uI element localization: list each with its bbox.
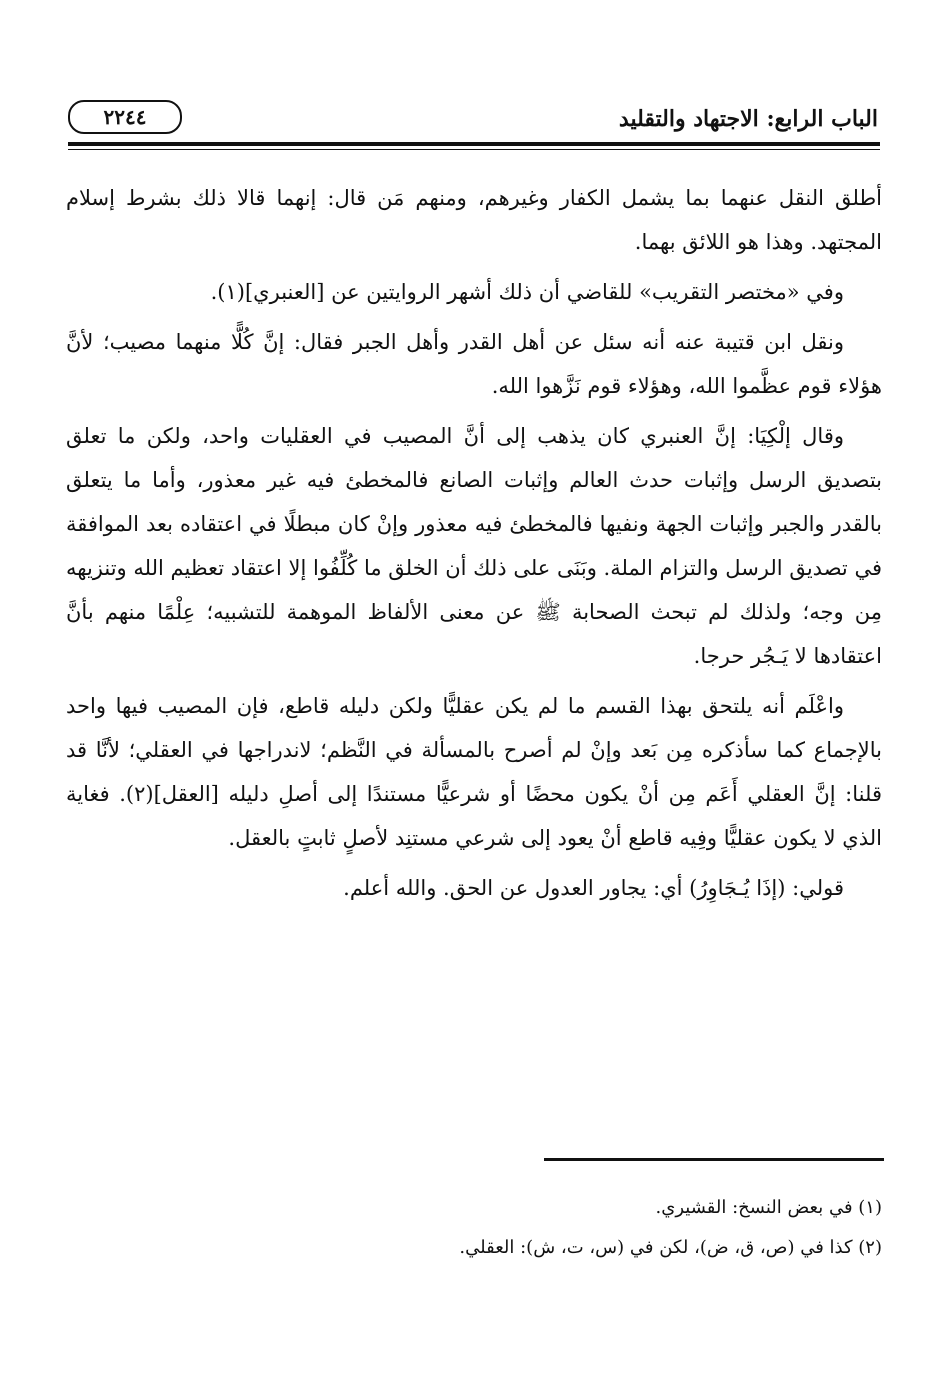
header-rule-thin [68,149,880,150]
header-rule [68,142,880,146]
footnotes [66,1188,882,1268]
paragraph: قولي: (إذَا يُـجَاوِرُ) أي: يجاور العدول عن الحق. والله أعلم. [343,876,844,900]
paragraph: ونقل ابن قتيبة عنه أنه سئل عن أهل القدر وأهل الجبر فقال: إنَّ كُلًّا منهما مصيب؛ لأنَّ هؤلاء قوم عظَّموا الله، وهؤلاء قوم نَزَّهوا الله. [66,330,882,398]
chapter-title: الباب الرابع: الاجتهاد والتقليد [618,106,878,132]
main-text [66,176,882,916]
paragraph: أطلق النقل عنهما بما يشمل الكفار وغيرهم، ومنهم مَن قال: إنهما قالا ذلك بشرط إسلام المجتهد. وهذا هو اللائق بهما. [66,186,882,254]
footnote-separator [544,1158,884,1161]
footnote: (٢) كذا في (ص، ق، ض)، لكن في (س، ت، ش): العقلي. [459,1237,882,1258]
paragraph: وقال إلْكِيَا: إنَّ العنبري كان يذهب إلى أنَّ المصيب في العقليات واحد، ولكن ما تعلق بتصديق الرسل وإثبات حدث العالم وإثبات الصانع فالمخطئ فيه غير معذور، وأما ما يتعلق بالقدر والجبر وإثبات الجهة ونفيها فالمخطئ فيه معذور وإنْ كان مبطلًا في اعتقاده بعد الموافقة في تصديق الرسل والتزام الملة. وبَنَى على ذلك أن الخلق ما كُلِّفُوا إلا اعتقاد تعظيم الله وتنزيهه مِن وجه؛ ولذلك لم تبحث الصحابة ﷺ عن معنى الألفاظ الموهمة للتشبيه؛ عِلْمًا منهم بأنَّ اعتقادها لا يَـجُر حرجا. [66,424,882,668]
paragraph: واعْلَم أنه يلتحق بهذا القسم ما لم يكن عقليًّا ولكن دليله قاطع، فإن المصيب فيها واحد بالإجماع كما سأذكره مِن بَعد وإنْ لم أصرح بالمسألة في النَّظم؛ لاندراجها في العقلي؛ لأنَّا قد قلنا: إنَّ العقلي أَعَم مِن أنْ يكون محضًا أو شرعيًّا مستندًا إلى أصلِ دليله [العقل](٢). فغاية الذي لا يكون عقليًّا وفِيه قاطع أنْ يعود إلى شرعي مستنِد لأصلٍ ثابتٍ بالعقل. [66,694,882,850]
running-header [68,100,878,144]
footnote: (١) في بعض النسخ: القشيري. [655,1197,882,1218]
page-number: ٢٢٤٤ [68,100,182,134]
paragraph: وفي «مختصر التقريب» للقاضي أن ذلك أشهر الروايتين عن [العنبري](١). [210,280,844,304]
